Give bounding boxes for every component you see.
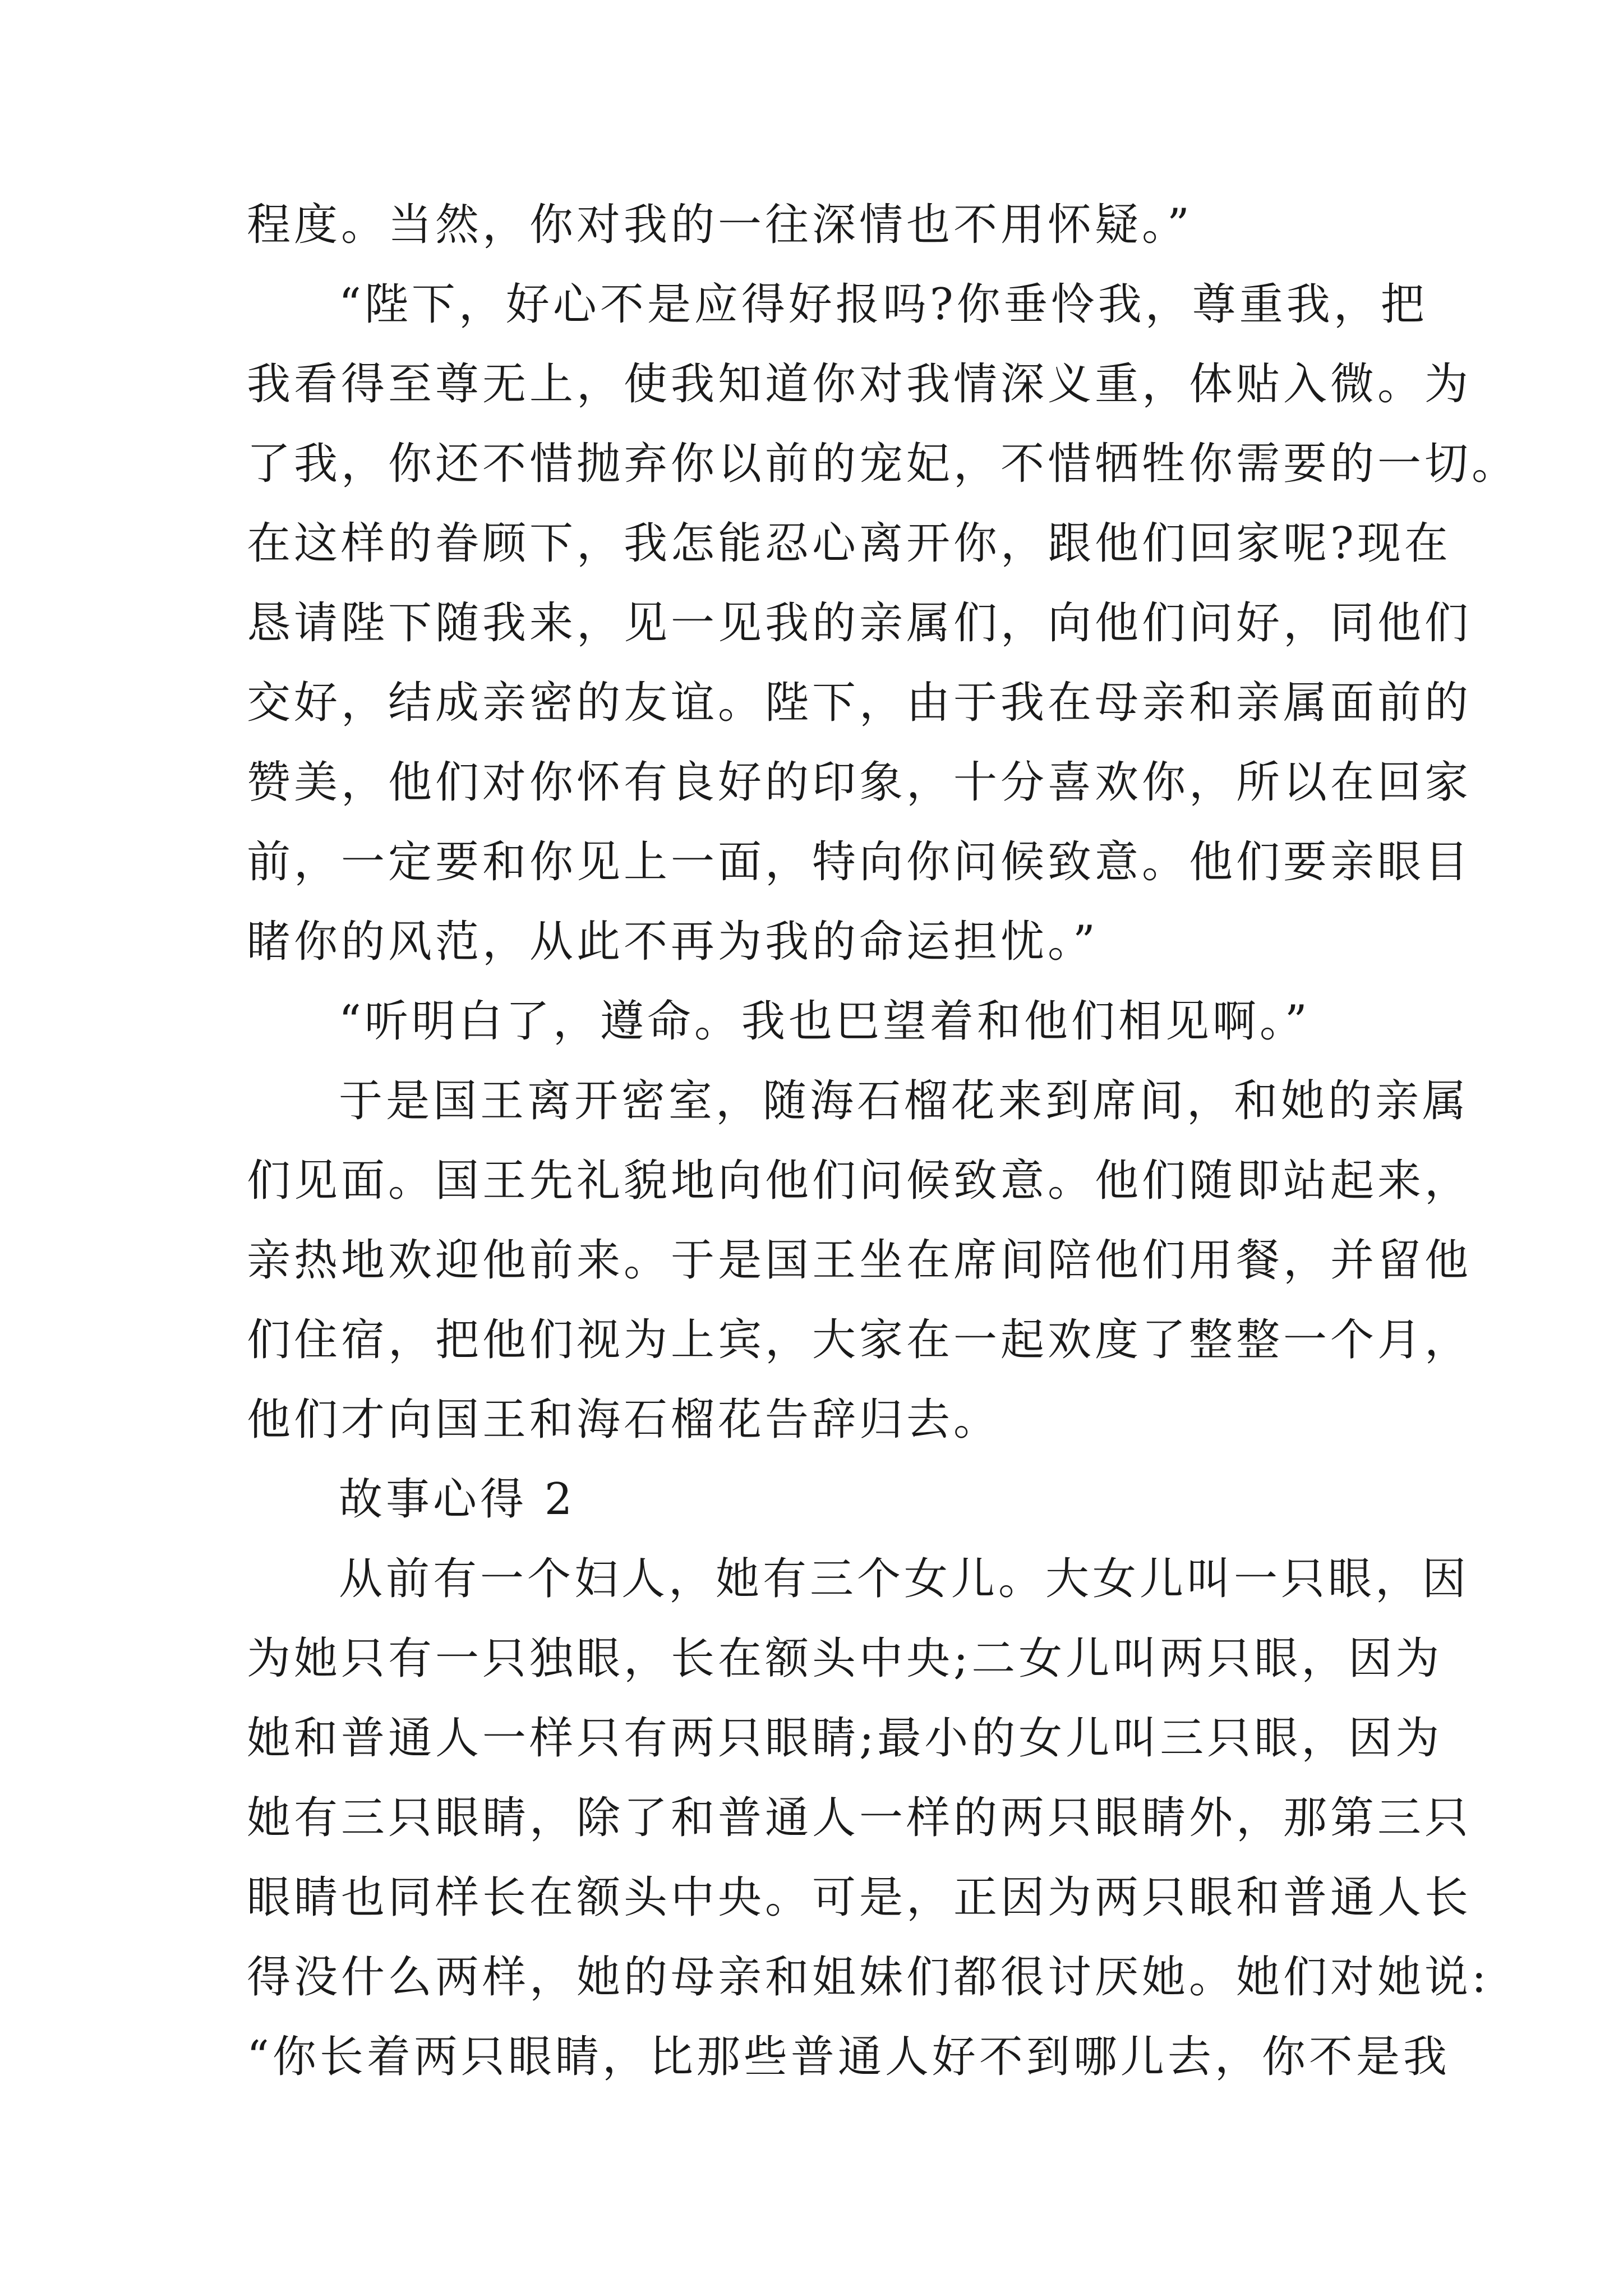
text-line: 从前有一个妇人，她有三个女儿。大女儿叫一只眼，因 [339, 1554, 1470, 1604]
text-line: “你长着两只眼睛，比那些普通人好不到哪儿去，你不是我 [247, 2032, 1450, 2082]
text-line: “陛下，好心不是应得好报吗?你垂怜我，尊重我，把 [339, 279, 1428, 330]
text-line: 亲热地欢迎他前来。于是国王坐在席间陪他们用餐，并留他 [247, 1235, 1472, 1286]
body-text [247, 185, 1519, 2097]
text-line: 了我，你还不惜抛弃你以前的宠妃，不惜牺牲你需要的一切。 [247, 439, 1519, 489]
text-line: 她和普通人一样只有两只眼睛;最小的女儿叫三只眼，因为 [247, 1713, 1443, 1764]
text-line: 赞美，他们对你怀有良好的印象，十分喜欢你，所以在回家 [247, 757, 1472, 808]
text-line: 我看得至尊无上，使我知道你对我情深义重，体贴入微。为 [247, 359, 1472, 409]
text-line: 程度。当然，你对我的一往深情也不用怀疑。” [247, 200, 1193, 250]
text-line: 她有三只眼睛，除了和普通人一样的两只眼睛外，那第三只 [247, 1793, 1472, 1843]
text-line: 他们才向国王和海石榴花告辞归去。 [247, 1395, 1001, 1445]
text-line: 睹你的风范，从此不再为我的命运担忧。” [247, 917, 1099, 967]
text-line: 前，一定要和你见上一面，特向你问候致意。他们要亲眼目 [247, 837, 1472, 887]
text-line: 得没什么两样，她的母亲和姐妹们都很讨厌她。她们对她说: [247, 1952, 1490, 2003]
text-line: “听明白了，遵命。我也巴望着和他们相见啊。” [339, 996, 1311, 1047]
section-heading: 故事心得 2 [339, 1474, 576, 1525]
text-line: 于是国王离开密室，随海石榴花来到席间，和她的亲属 [339, 1076, 1470, 1126]
text-line: 在这样的眷顾下，我怎能忍心离开你，跟他们回家呢?现在 [247, 518, 1451, 569]
text-line: 交好，结成亲密的友谊。陛下，由于我在母亲和亲属面前的 [247, 678, 1472, 728]
text-line: 恳请陛下随我来，见一见我的亲属们，向他们问好，同他们 [247, 598, 1472, 648]
text-line: 们见面。国王先礼貌地向他们问候致意。他们随即站起来， [247, 1156, 1472, 1206]
text-line: 眼睛也同样长在额头中央。可是，正因为两只眼和普通人长 [247, 1872, 1472, 1923]
text-line: 们住宿，把他们视为上宾，大家在一起欢度了整整一个月， [247, 1315, 1472, 1365]
text-line: 为她只有一只独眼，长在额头中央;二女儿叫两只眼，因为 [247, 1634, 1443, 1684]
